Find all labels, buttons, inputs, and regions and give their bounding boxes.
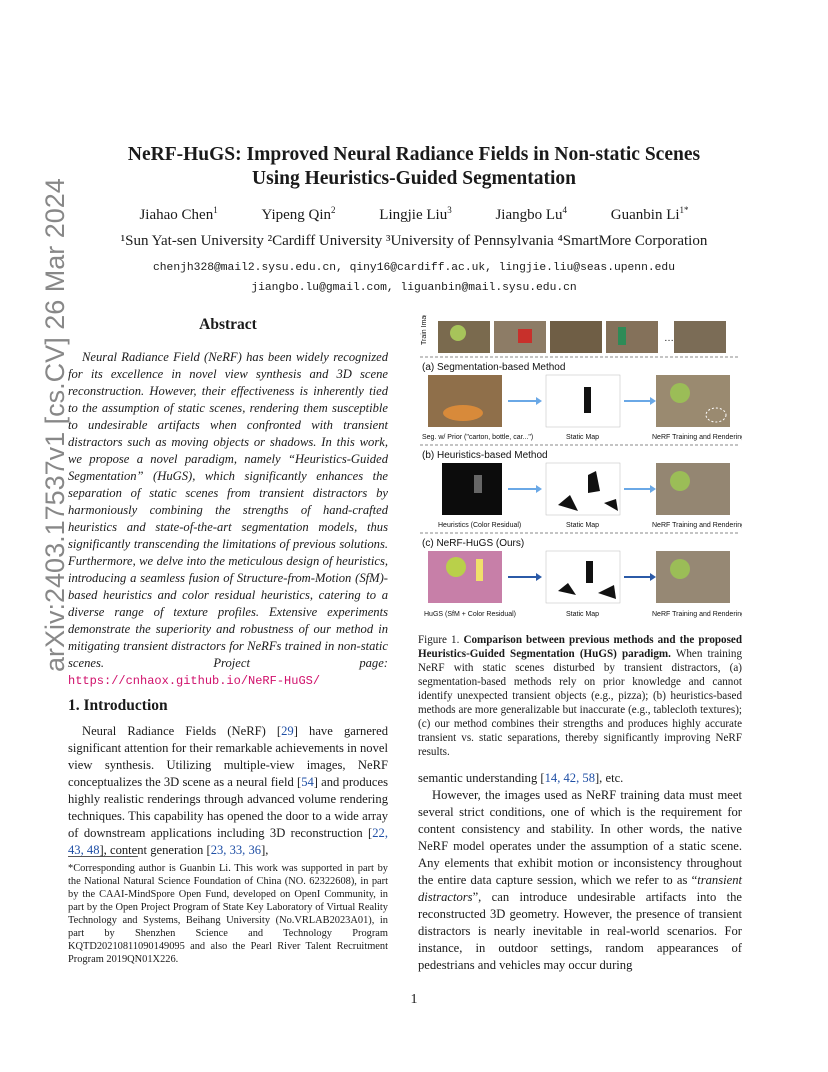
abstract-body xyxy=(68,349,388,690)
ellipsis: … xyxy=(664,333,674,344)
heuristics-caption: Heuristics (Color Residual) xyxy=(438,522,522,529)
static-map-caption: Static Map xyxy=(566,522,600,529)
static-map-a xyxy=(546,375,620,427)
paragraph-continuation: semantic understanding [14, 42, 58], etc. xyxy=(418,771,624,785)
section-a-label: (a) Segmentation-based Method xyxy=(422,362,566,373)
affiliations: ¹Sun Yat-sen University ²Cardiff University ³University of Pennsylvania ⁴SmartMore Corporation xyxy=(120,233,708,249)
seg-prior-caption: Seg. w/ Prior ("carton, bottle, car...") xyxy=(422,434,534,441)
train-thumb xyxy=(674,321,726,353)
footnote: *Corresponding author is Guanbin Li. This work was supported in part by the National Natural Science Foundation of China (NO. 62322608), in part by the CAAI-MindSpore Open Fund, developed on OpenI Community, in part by the Open Project Program of State Key Laboratory of Virtual Reality Technology and Systems, Beihang University (No.VRLAB2023A01), in part by Shenzhen Science and Technology Program KQTD20210811090149095 and also the Pearl River Talent Recruitment Program 2019QN01X226. xyxy=(68,863,388,965)
paragraph: However, the images used as NeRF training data must meet several strict conditions, one of which is the requirement for content consistency and stability. In other words, the native NeRF model operates under the assumption of a static scene. Any elements that exhibit motion or inconsistency throughout the entire data capture session, which we refer to as “transient distractors”, can introduce undesirable artifacts into the reconstructed 3D geometry. However, the presence of transient distractors is nearly inevitable in real-world scenarios. For instance, in outdoor settings, random appearances of pedestrians and vehicles may occur during xyxy=(418,788,742,972)
citation-link[interactable]: 29 xyxy=(281,724,294,738)
figure-1-graphic xyxy=(418,315,742,625)
emails xyxy=(0,258,828,298)
emails-line-2: jiangbo.lu@gmail.com, liguanbin@mail.sysu.edu.cn xyxy=(251,282,577,294)
abstract-heading: Abstract xyxy=(199,316,257,333)
train-thumb-bottle xyxy=(618,327,626,345)
static-map-b xyxy=(546,463,620,515)
citation-link[interactable]: 54 xyxy=(301,775,314,789)
project-page-link[interactable]: https://cnhaox.github.io/NeRF-HuGS/ xyxy=(68,674,321,688)
introduction-paragraph: Neural Radiance Fields (NeRF) [29] have garnered significant attention for their remarkable achievements in novel view synthesis. Utilizing multiple-view images, NeRF conceptualizes the 3D scene as a neural field [54] and produces highly realistic renderings through advanced volume rendering techniques. This capability has opened the door to a wide array of downstream applications including 3D reconstruction [22, 43, 48], content generation [23, 33, 36], xyxy=(68,724,389,857)
arxiv-identifier: arXiv:2403.17537v1 [cs.CV] 26 Mar 2024 xyxy=(40,178,70,672)
static-map-caption: Static Map xyxy=(566,434,600,441)
citation-link[interactable]: 22, 43, 48 xyxy=(68,826,388,857)
title-line-2: Using Heuristics-Guided Segmentation xyxy=(252,168,576,189)
section-heading-introduction: 1. Introduction xyxy=(68,697,168,714)
author-list xyxy=(0,205,828,224)
figure-1-caption xyxy=(418,633,742,759)
render-c xyxy=(656,551,730,603)
render-caption: NeRF Training and Rendering xyxy=(652,611,742,618)
heuristics-image xyxy=(442,463,502,515)
page-number: 1 xyxy=(410,992,418,1007)
footnote-rule xyxy=(68,856,138,857)
figure-1 xyxy=(418,315,742,625)
render-caption: NeRF Training and Rendering xyxy=(652,434,742,441)
author: Jiangbo Lu$^4$ xyxy=(495,205,568,223)
train-image-thumbnails xyxy=(438,321,726,353)
hugs-image xyxy=(428,551,502,603)
render-a xyxy=(656,375,730,427)
emails-line-1: chenjh328@mail2.sysu.edu.cn, qiny16@cardiff.ac.uk, lingjie.liu@seas.upenn.edu xyxy=(152,262,675,274)
author: Guanbin $Li^{1*}$ xyxy=(610,205,689,223)
train-thumb-car xyxy=(518,329,532,343)
citation-link[interactable]: 23, 33, 36 xyxy=(210,843,262,857)
train-thumb xyxy=(550,321,602,353)
abstract-text: Neural Radiance Field (NeRF) has been widely recognized for its excellence in novel view synthesis and 3D scene reconstruction. However, their effectiveness is inherently tied to the assumption of static scenes, rendering them susceptible to undesirable artifacts when confronted with transient distractors such as moving objects or shadows. In this work, we propose a novel paradigm, namely “Heuristics-Guided Segmentation” (HuGS), which significantly enhances the separation of static scenes from transient distractors by harmoniously combining the strengths of hand-crafted heuristics and state-of-the-art segmentation models, thus significantly transcending the limitations of previous solutions. Furthermore, we delve into the meticulous design of heuristics, introducing a seamless fusion of Structure-from-Motion (SfM)-based heuristics and color residual heuristics, catering to a diverse range of texture profiles. Extensive experiments demonstrate the superiority and robustness of our method in mitigating transient distractors for NeRFs trained in non-static scenes. Project page: xyxy=(68,350,388,670)
section-c-label: (c) NeRF-HuGS (Ours) xyxy=(422,538,525,549)
caption-label: Figure 1. xyxy=(418,634,460,646)
train-thumb xyxy=(606,321,658,353)
caption-title: Comparison between previous methods and the proposed Heuristics-Guided Segmentation (HuGS) paradigm. xyxy=(418,634,742,660)
paper-title xyxy=(0,143,828,191)
hugs-caption: HuGS (SfM + Color Residual) xyxy=(424,611,517,618)
section-b-label: (b) Heuristics-based Method xyxy=(422,450,548,461)
author: Lingjie Liu$^3$ xyxy=(379,205,452,223)
render-caption: NeRF Training and Rendering xyxy=(652,522,742,529)
caption-text: When training NeRF with static scenes disturbed by transient distractors, (a) segmentation-based methods rely on prior knowledge and cannot identify unexpected transient objects (e.g., pizza); (b) heuristics-based methods are more generalizable but inaccurate (e.g., tablecloth textures); (c) our method combines their strengths and produces highly accurate transient vs. static separations, thereby significantly improving NeRF results. xyxy=(418,648,742,758)
static-map-caption: Static Map xyxy=(566,611,600,618)
citation-link[interactable]: 14, 42, 58 xyxy=(544,771,595,785)
render-b xyxy=(656,463,730,515)
right-column-text xyxy=(418,770,742,974)
author: Jiahao Chen$^1$ xyxy=(139,205,218,223)
train-thumb-figure xyxy=(450,325,466,341)
title-line-1: NeRF-HuGS: Improved Neural Radiance Fields in Non-static Scenes xyxy=(127,144,701,165)
author: Yipeng Qin$^2$ xyxy=(261,205,336,223)
train-images-label: Train Images xyxy=(421,315,428,345)
